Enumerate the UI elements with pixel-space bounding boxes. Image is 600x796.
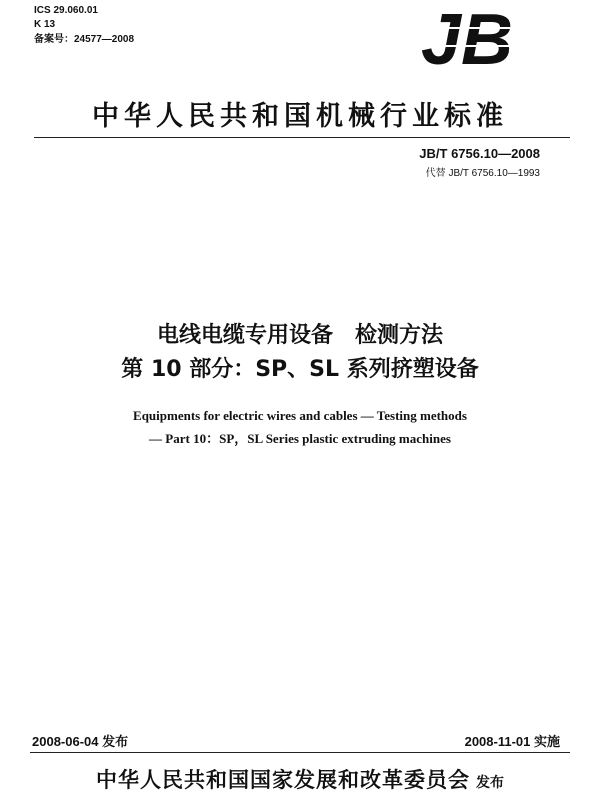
chinese-title-line1: 电线电缆专用设备 检测方法	[156, 323, 443, 348]
classification-code: K 13	[34, 19, 56, 30]
standard-number: JB/T 6756.10—2008	[419, 146, 540, 161]
jb-logo-text: JB	[420, 6, 514, 70]
publisher-name: 中华人民共和国国家发展和改革委员会	[96, 768, 470, 792]
chinese-title-line2: 第 10 部分：SP、SL 系列挤塑设备	[121, 357, 479, 382]
ics-code: ICS 29.060.01	[34, 5, 98, 16]
record-number: 备案号：24577—2008	[34, 34, 135, 45]
standard-title: 中华人民共和国机械行业标准	[92, 101, 508, 132]
header-divider	[34, 137, 570, 138]
publisher-action: 发布	[476, 775, 504, 791]
english-title-line1: Equipments for electric wires and cables — Testing methods	[133, 408, 467, 423]
publisher	[0, 764, 600, 794]
english-title-line2: — Part 10：SP，SL Series plastic extruding machines	[149, 431, 451, 446]
jb-logo	[408, 6, 526, 70]
replaces-note: 代替 JB/T 6756.10—1993	[425, 168, 540, 179]
issue-date: 2008-06-04 发布	[32, 734, 129, 749]
implementation-date: 2008-11-01 实施	[464, 734, 560, 749]
footer-divider	[30, 752, 570, 753]
